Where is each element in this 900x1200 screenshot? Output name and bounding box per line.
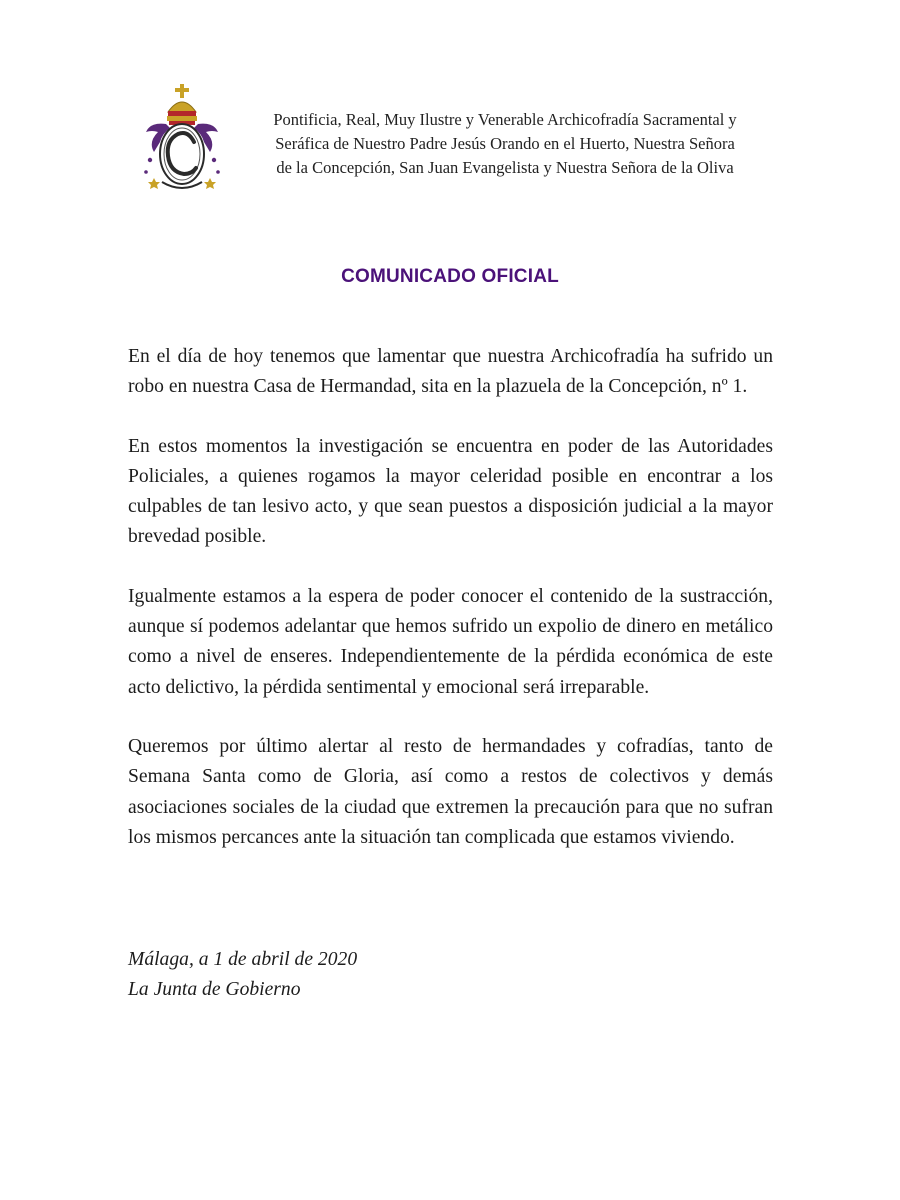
place-date: Málaga, a 1 de abril de 2020 bbox=[128, 949, 358, 970]
paragraph: En el día de hoy tenemos que lamentar que nuestra Archicofradía ha sufrido un robo en nuestra Casa de Hermandad, sita en la plazuela de la Concepción, nº 1. bbox=[128, 346, 773, 398]
header-line: de la Concepción, San Juan Evangelista y Nuestra Señora de la Oliva bbox=[276, 158, 734, 177]
brotherhood-crest-icon bbox=[140, 82, 224, 194]
signer: La Junta de Gobierno bbox=[128, 979, 301, 1001]
header-line: Seráfica de Nuestro Padre Jesús Orando en el Huerto, Nuestra Señora bbox=[275, 134, 735, 153]
paragraph: Igualmente estamos a la espera de poder conocer el contenido de la sustracción, aunque sí podemos adelantar que hemos sufrido un expolio de dinero en metálico como a nivel de enseres. Independientemente de la pérdida económica de este acto delictivo, la pérdida sentimental y emocional será irreparable. bbox=[128, 585, 773, 698]
paragraph: En estos momentos la investigación se encuentra en poder de las Autoridades Policiales, a quienes rogamos la mayor celeridad posible en encontrar a los culpables de tan lesivo acto, y que sean puestos a disposición judicial a la mayor brevedad posible. bbox=[128, 435, 773, 548]
statement-body bbox=[128, 342, 773, 882]
header-line: Pontificia, Real, Muy Ilustre y Venerable Archicofradía Sacramental y bbox=[273, 110, 737, 129]
document-title: COMUNICADO OFICIAL bbox=[341, 266, 559, 287]
signature-block bbox=[128, 945, 357, 1006]
paragraph: Queremos por último alertar al resto de hermandades y cofradías, tanto de Semana Santa como de Gloria, así como a restos de colectivos y demás asociaciones sociales de la ciudad que extremen la precaución para que no sufran los mismos percances ante la situación tan complicada que estamos viviendo. bbox=[128, 735, 773, 848]
brotherhood-name bbox=[250, 108, 760, 180]
